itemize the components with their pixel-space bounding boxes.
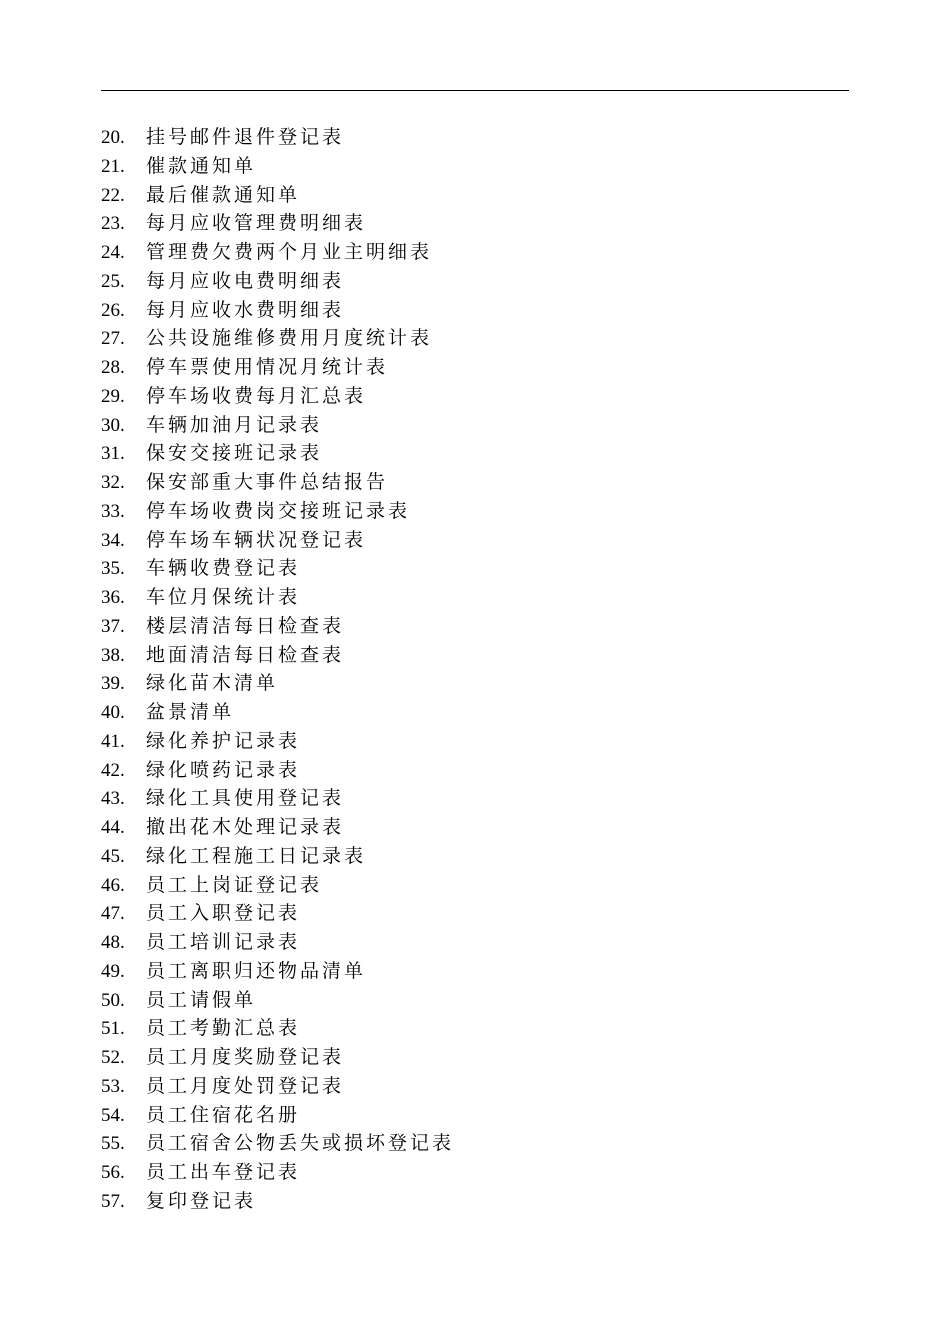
list-item-number: 31. (101, 443, 125, 465)
header-rule (101, 90, 849, 91)
list-item-label: 撤出花木处理记录表 (146, 816, 345, 838)
list-item-label: 车辆加油月记录表 (146, 413, 323, 436)
list-item (101, 583, 454, 612)
list-item-label: 保安部重大事件总结报告 (146, 471, 389, 493)
list-item-label: 员工出车登记表 (146, 1161, 301, 1183)
list-item-number: 47. (101, 903, 125, 925)
list-item (101, 813, 454, 842)
list-item-number: 30. (101, 414, 125, 436)
list-item-label: 盆景清单 (146, 701, 235, 723)
list-item-number: 21. (101, 155, 125, 177)
list-item (101, 727, 454, 756)
list-item-label: 员工入职登记表 (146, 902, 301, 925)
list-item-number: 22. (101, 184, 125, 206)
list-item-number: 36. (101, 587, 125, 608)
list-item-label: 员工请假单 (146, 988, 257, 1011)
list-item (101, 641, 454, 670)
form-list (101, 123, 454, 1216)
list-item-number: 20. (101, 127, 125, 148)
list-item-number: 56. (101, 1162, 125, 1183)
list-item (101, 181, 454, 210)
list-item-label: 催款通知单 (146, 154, 257, 177)
list-item-label: 每月应收管理费明细表 (146, 212, 367, 235)
list-item-number: 45. (101, 845, 125, 867)
list-item (101, 123, 454, 152)
list-item (101, 1101, 454, 1130)
list-item-number: 34. (101, 529, 125, 551)
list-item (101, 986, 454, 1015)
list-item (101, 1158, 454, 1187)
list-item-label: 停车场车辆状况登记表 (146, 528, 367, 551)
list-item-label: 车辆收费登记表 (146, 557, 301, 580)
list-item (101, 1129, 454, 1158)
list-item-label: 复印登记表 (146, 1189, 257, 1212)
list-item (101, 784, 454, 813)
list-item-number: 23. (101, 213, 125, 235)
list-item-number: 46. (101, 874, 125, 896)
list-item-label: 每月应收电费明细表 (146, 269, 345, 292)
list-item-label: 挂号邮件退件登记表 (146, 126, 345, 148)
list-item-label: 绿化养护记录表 (146, 729, 301, 752)
list-item-label: 停车场收费岗交接班记录表 (146, 499, 411, 522)
list-item-label: 楼层清洁每日检查表 (146, 614, 345, 637)
list-item-number: 50. (101, 989, 125, 1011)
list-item (101, 928, 454, 957)
list-item-number: 51. (101, 1018, 125, 1040)
list-item-number: 57. (101, 1190, 125, 1212)
list-item-number: 32. (101, 472, 125, 493)
list-item-label: 每月应收水费明细表 (146, 298, 345, 321)
list-item (101, 497, 454, 526)
list-item (101, 871, 454, 900)
list-item-number: 33. (101, 500, 125, 522)
list-item-label: 车位月保统计表 (146, 586, 301, 608)
list-item (101, 382, 454, 411)
list-item (101, 267, 454, 296)
list-item (101, 669, 454, 698)
list-item-number: 29. (101, 385, 125, 407)
list-item (101, 238, 454, 267)
list-item-number: 28. (101, 357, 125, 378)
list-item-number: 35. (101, 558, 125, 580)
list-item-label: 最后催款通知单 (146, 183, 301, 206)
list-item (101, 1072, 454, 1101)
list-item-number: 52. (101, 1047, 125, 1068)
list-item-label: 地面清洁每日检查表 (146, 643, 345, 666)
list-item-number: 27. (101, 328, 125, 350)
list-item-label: 员工月度奖励登记表 (146, 1046, 345, 1068)
list-item-number: 44. (101, 817, 125, 838)
list-item-number: 55. (101, 1133, 125, 1155)
list-item-number: 26. (101, 299, 125, 321)
list-item (101, 756, 454, 785)
list-item (101, 842, 454, 871)
list-item (101, 353, 454, 382)
list-item-number: 53. (101, 1075, 125, 1097)
list-item-label: 绿化苗木清单 (146, 672, 279, 695)
list-item-number: 43. (101, 788, 125, 810)
list-item-number: 37. (101, 615, 125, 637)
list-item-label: 员工考勤汇总表 (146, 1017, 301, 1040)
list-item-number: 25. (101, 270, 125, 292)
list-item-number: 41. (101, 730, 125, 752)
list-item-number: 49. (101, 960, 125, 982)
list-item (101, 1014, 454, 1043)
list-item (101, 411, 454, 440)
list-item-number: 39. (101, 673, 125, 695)
list-item-label: 员工月度处罚登记表 (146, 1074, 345, 1097)
list-item-label: 停车场收费每月汇总表 (146, 384, 367, 407)
list-item-label: 员工离职归还物品清单 (146, 959, 367, 982)
list-item-label: 员工培训记录表 (146, 931, 301, 953)
list-item-number: 48. (101, 932, 125, 953)
list-item-label: 公共设施维修费用月度统计表 (146, 327, 433, 350)
list-item-number: 40. (101, 702, 125, 723)
list-item (101, 698, 454, 727)
list-item (101, 554, 454, 583)
list-item (101, 468, 454, 497)
list-item-label: 员工宿舍公物丢失或损坏登记表 (146, 1132, 455, 1155)
list-item-label: 员工住宿花名册 (146, 1103, 301, 1126)
list-item-label: 绿化喷药记录表 (146, 758, 301, 781)
list-item-number: 24. (101, 242, 125, 263)
list-item-label: 绿化工程施工日记录表 (146, 844, 367, 867)
list-item-number: 42. (101, 759, 125, 781)
list-item-label: 绿化工具使用登记表 (146, 787, 345, 810)
list-item-number: 38. (101, 644, 125, 666)
list-item (101, 209, 454, 238)
list-item (101, 296, 454, 325)
list-item (101, 152, 454, 181)
list-item-label: 保安交接班记录表 (146, 442, 323, 465)
list-item (101, 526, 454, 555)
list-item (101, 1043, 454, 1072)
list-item (101, 957, 454, 986)
list-item (101, 612, 454, 641)
list-item (101, 1187, 454, 1216)
list-item (101, 324, 454, 353)
list-item-label: 员工上岗证登记表 (146, 873, 323, 896)
list-item-label: 管理费欠费两个月业主明细表 (146, 241, 433, 263)
list-item (101, 899, 454, 928)
list-item-label: 停车票使用情况月统计表 (146, 356, 389, 378)
list-item (101, 439, 454, 468)
list-item-number: 54. (101, 1104, 125, 1126)
